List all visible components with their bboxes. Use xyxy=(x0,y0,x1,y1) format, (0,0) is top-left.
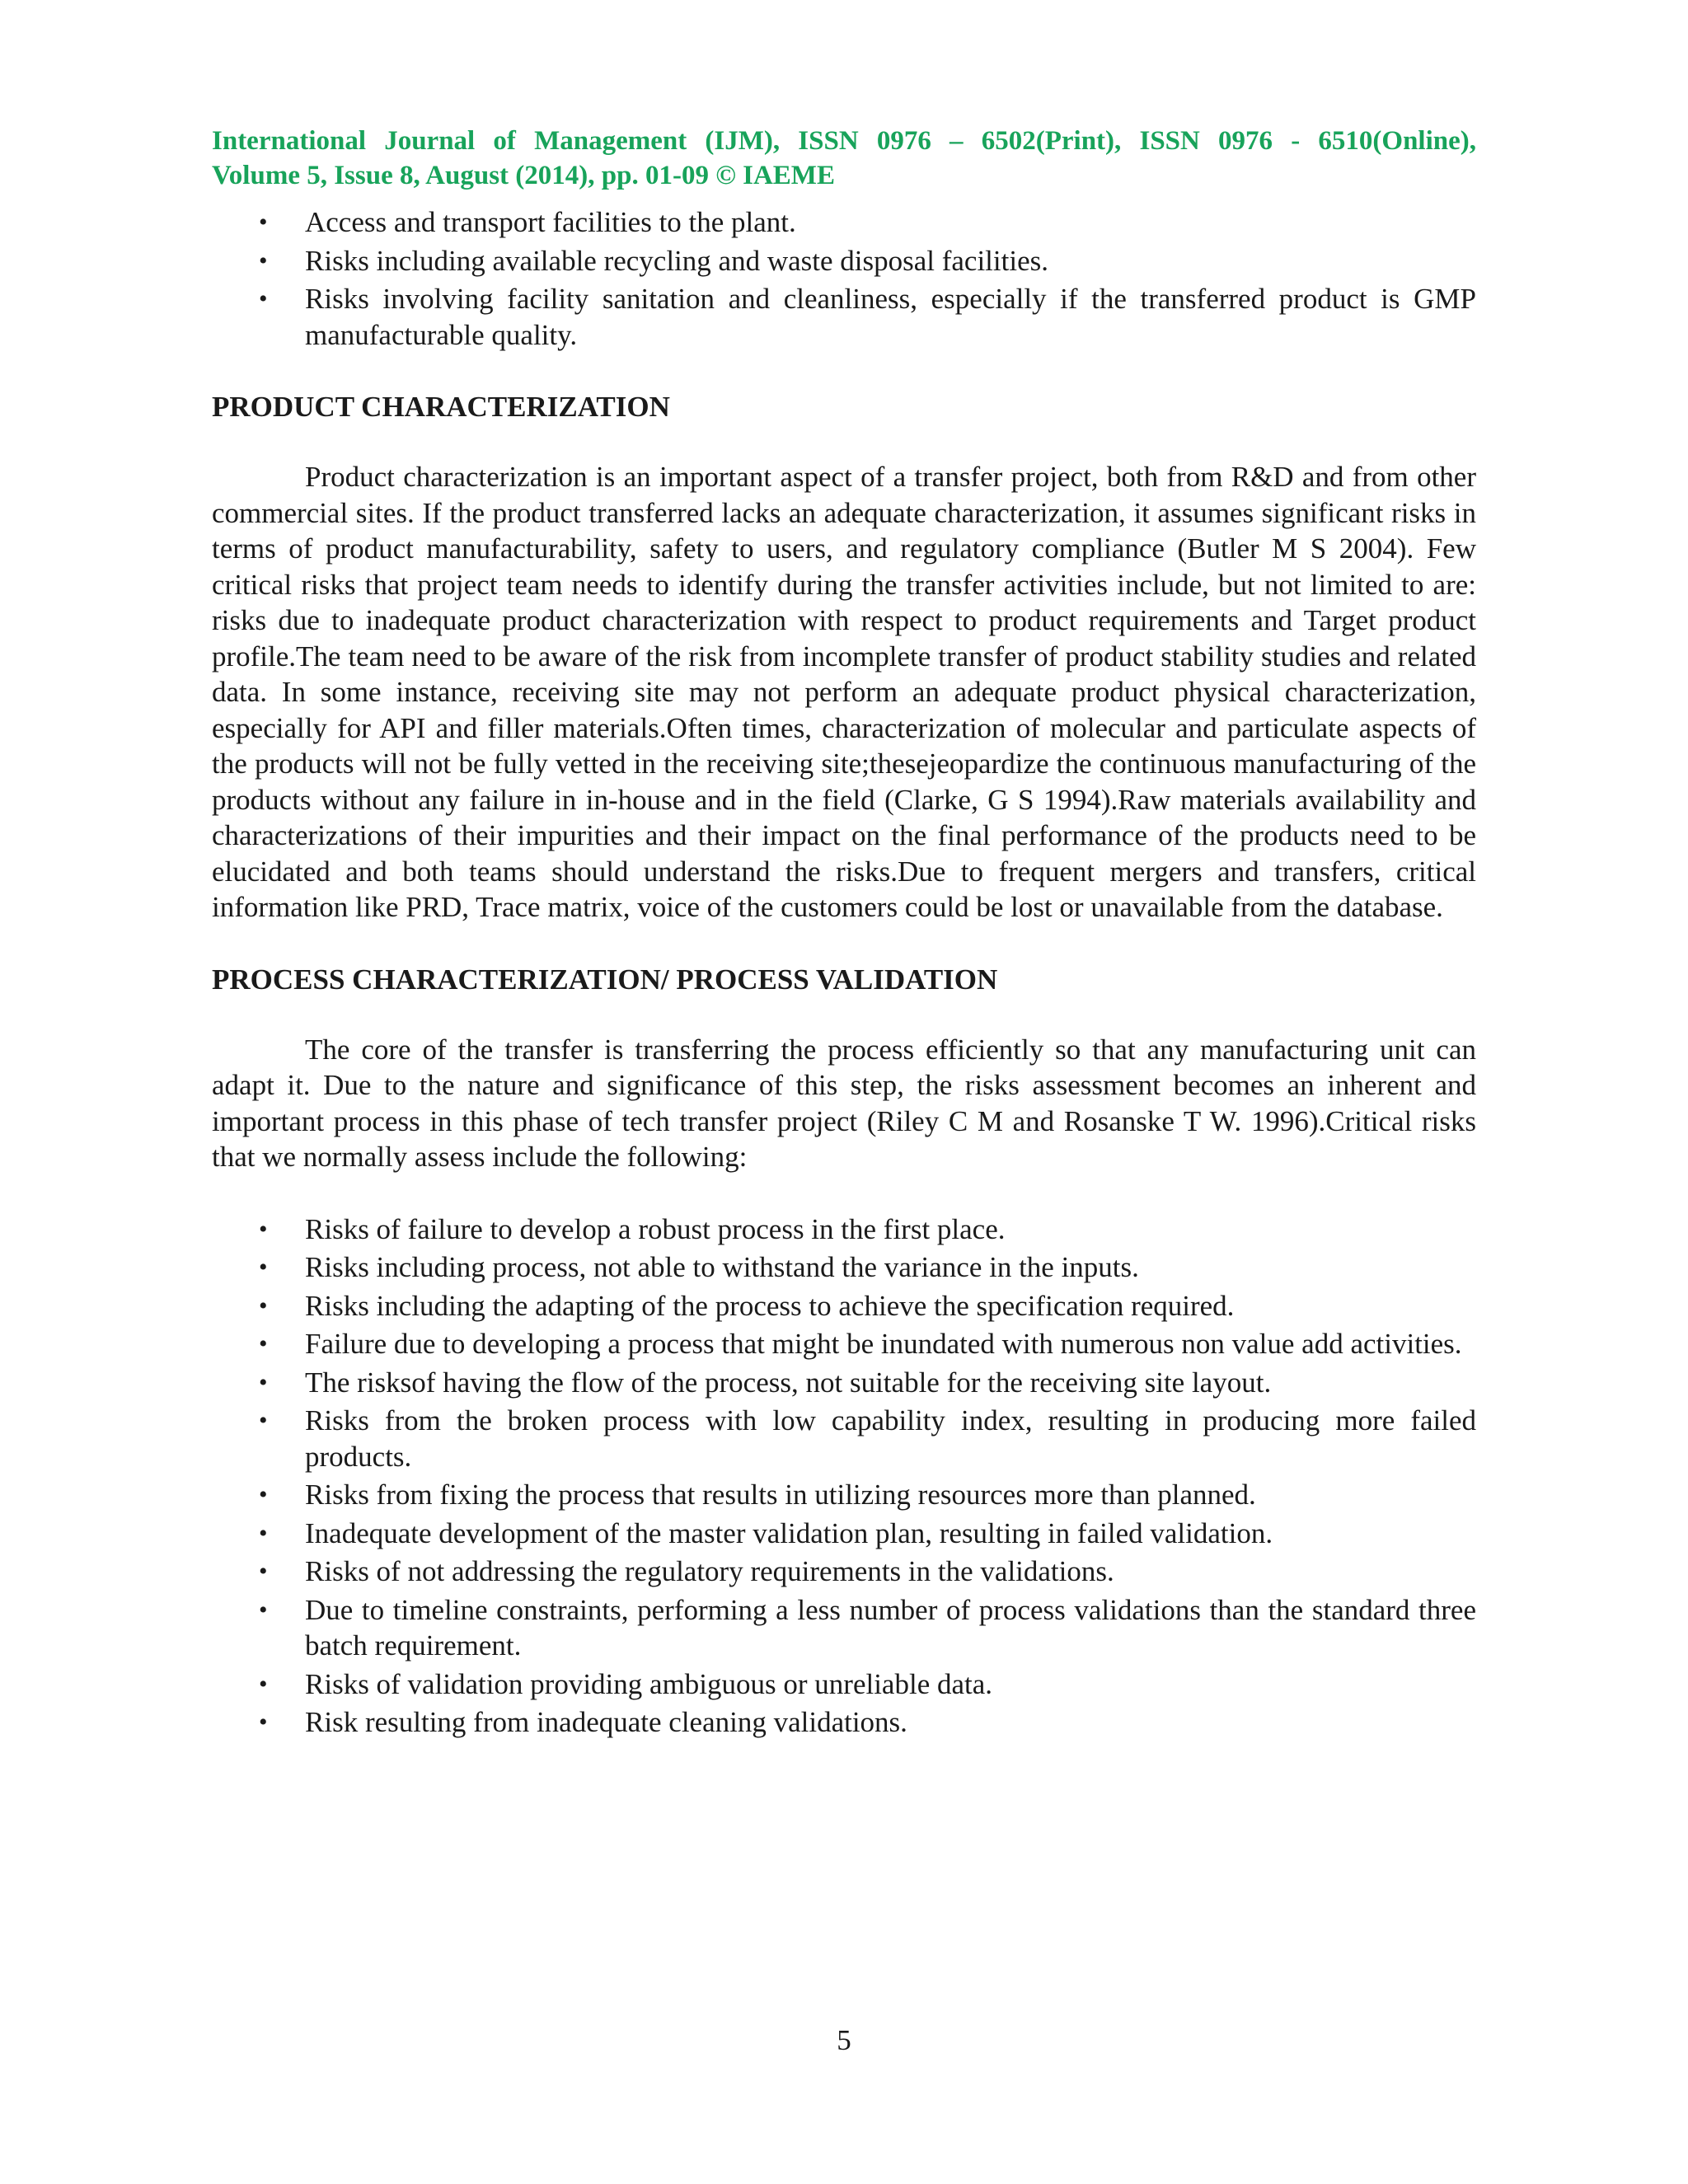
list-item xyxy=(212,1666,1476,1703)
page-number: 5 xyxy=(837,2024,851,2056)
list-item xyxy=(212,243,1476,279)
bullet-icon: • xyxy=(259,285,268,312)
list-item-text: Risks of validation providing ambiguous or unreliable data. xyxy=(305,1667,993,1700)
bullet-icon: • xyxy=(259,1291,268,1319)
list-item xyxy=(212,1554,1476,1590)
section-heading-product-characterization: PRODUCT CHARACTERIZATION xyxy=(212,391,670,423)
list-item xyxy=(212,1403,1476,1474)
bullet-icon: • xyxy=(259,246,268,274)
list-item-text: Risks of not addressing the regulatory requirements in the validations. xyxy=(305,1555,1114,1587)
journal-header-line-1: International Journal of Management (IJM), ISSN 0976 – 6502(Print), ISSN 0976 - 6510(Online), xyxy=(212,126,1476,156)
document-page xyxy=(212,124,1476,1743)
journal-header-line-2: Volume 5, Issue 8, August (2014), pp. 01-09 © IAEME xyxy=(212,161,835,190)
list-item-text: Risks from the broken process with low capability index, resulting in producing more failed products. xyxy=(305,1404,1476,1473)
bullet-icon: • xyxy=(259,1215,268,1243)
list-item xyxy=(212,1516,1476,1552)
bullet-icon: • xyxy=(259,1558,268,1585)
bullet-icon: • xyxy=(259,1481,268,1508)
bullet-icon: • xyxy=(259,1254,268,1281)
paragraph-process-characterization: The core of the transfer is transferring the process efficiently so that any manufacturing unit can adapt it. Due to the nature and significance of this step, the risks assessment becomes an inherent and important process in this phase of tech transfer project (Riley C M and Rosanske T W. 1996).Critical risks that we normally assess include the following: xyxy=(212,1033,1476,1173)
bullet-icon: • xyxy=(259,1368,268,1396)
list-item-text: Inadequate development of the master validation plan, resulting in failed validation. xyxy=(305,1516,1273,1549)
list-item-text: Risks involving facility sanitation and cleanliness, especially if the transferred product is GMP manufacturable quality. xyxy=(305,283,1476,351)
list-item xyxy=(212,281,1476,353)
list-item-text: Risks including process, not able to withstand the variance in the inputs. xyxy=(305,1251,1139,1283)
bullet-icon: • xyxy=(259,1519,268,1547)
list-item-text: Access and transport facilities to the plant. xyxy=(305,206,796,238)
list-item-text: Risks including available recycling and waste disposal facilities. xyxy=(305,244,1048,277)
journal-header xyxy=(212,124,1476,193)
list-item xyxy=(212,1704,1476,1741)
list-item-text: Risks of failure to develop a robust process in the first place. xyxy=(305,1212,1006,1245)
list-item-text: Risk resulting from inadequate cleaning validations. xyxy=(305,1706,907,1738)
section-heading-process-characterization: PROCESS CHARACTERIZATION/ PROCESS VALIDATION xyxy=(212,963,998,996)
list-item-text: Risks including the adapting of the process to achieve the specification required. xyxy=(305,1289,1235,1322)
list-item xyxy=(212,204,1476,241)
intro-bullet-list xyxy=(212,204,1476,353)
list-item xyxy=(212,1288,1476,1324)
list-item xyxy=(212,1365,1476,1401)
bullet-icon: • xyxy=(259,1670,268,1698)
list-item xyxy=(212,1592,1476,1664)
list-item xyxy=(212,1477,1476,1513)
list-item xyxy=(212,1249,1476,1286)
process-risk-bullet-list xyxy=(212,1212,1476,1741)
bullet-icon: • xyxy=(259,1407,268,1434)
bullet-icon: • xyxy=(259,1708,268,1736)
bullet-icon: • xyxy=(259,1596,268,1624)
list-item-text: The risksof having the flow of the process, not suitable for the receiving site layout. xyxy=(305,1366,1272,1399)
bullet-icon: • xyxy=(259,1330,268,1357)
list-item xyxy=(212,1212,1476,1248)
list-item-text: Risks from fixing the process that results in utilizing resources more than planned. xyxy=(305,1479,1256,1511)
list-item xyxy=(212,1326,1476,1362)
list-item-text: Due to timeline constraints, performing a less number of process validations than the standard three batch requirement. xyxy=(305,1593,1476,1661)
paragraph-product-characterization: Product characterization is an important aspect of a transfer project, both from R&D and from other commercial sites. If the product transferred lacks an adequate characterization, it assumes significant risks in terms of product manufacturability, safety to users, and regulatory compliance (Butler M S 2004). Few critical risks that project team needs to identify during the transfer activities include, but not limited to are: risks due to inadequate product characterization with respect to product requirements and Target product profile.The team need to be aware of the risk from incomplete transfer of product stability studies and related data. In some instance, receiving site may not perform an adequate product physical characterization, especially for API and filler materials.Often times, characterization of molecular and particulate aspects of the products will not be fully vetted in the receiving site;thesejeopardize the continuous manufacturing of the products without any failure in in-house and in the field (Clarke, G S 1994).Raw materials availability and characterizations of their impurities and their impact on the final performance of the products need to be elucidated and both teams should understand the risks.Due to frequent mergers and transfers, critical information like PRD, Trace matrix, voice of the customers could be lost or unavailable from the database. xyxy=(212,461,1476,923)
list-item-text: Failure due to developing a process that might be inundated with numerous non value add activities. xyxy=(305,1328,1462,1360)
bullet-icon: • xyxy=(259,209,268,236)
